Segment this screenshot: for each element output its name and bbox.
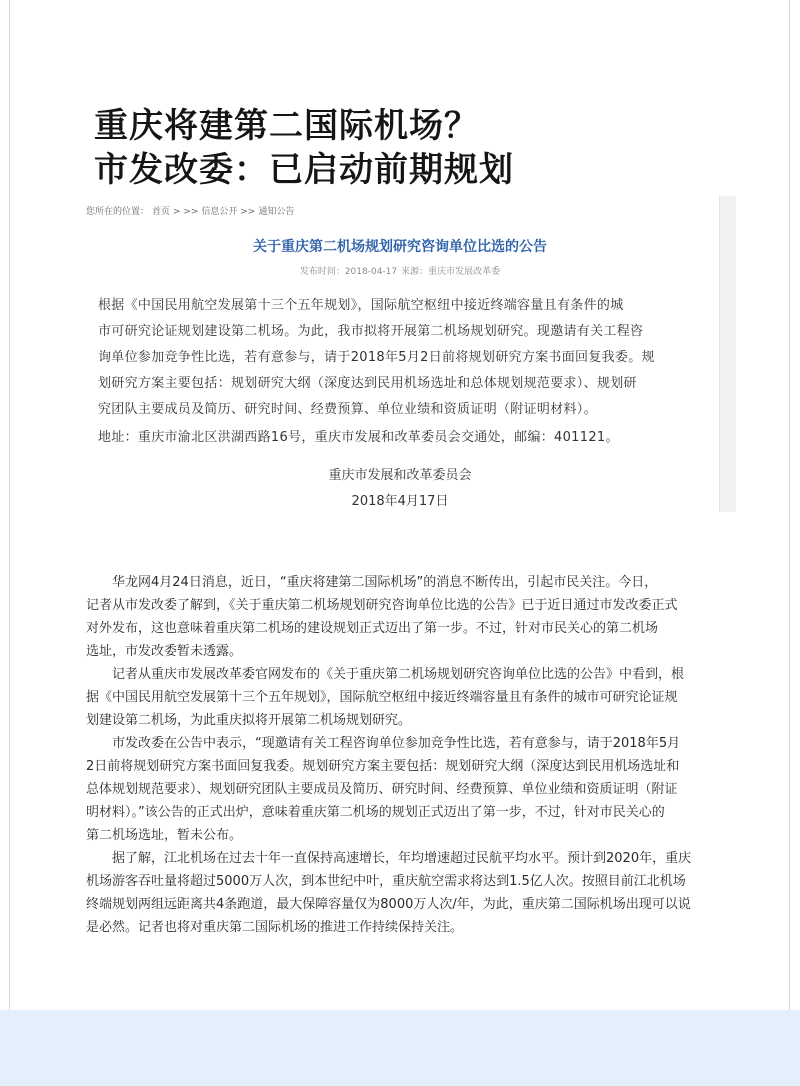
scrollbar[interactable] [719, 196, 736, 512]
breadcrumb-item-notices[interactable]: 通知公告 [258, 207, 295, 217]
article-line: 据《中国民用航空发展第十三个五年规划》，国际航空枢纽中接近终端容量且有条件的城市可研究论证规 [86, 690, 678, 705]
article-line: 记者从市发改委了解到，《关于重庆第二机场规划研究咨询单位比选的公告》已于近日通过市发改委正式 [86, 598, 678, 613]
article-line: 是必然。记者也将对重庆第二国际机场的推进工作持续保持关注。 [86, 920, 464, 935]
footer-band [0, 1010, 800, 1086]
signature-date: 2018年4月17日 [351, 494, 449, 509]
headline [94, 104, 514, 192]
article-line: 机场游客吞吐量将超过5000万人次，到本世纪中叶，重庆航空需求将达到1.5亿人次。按照目前江北机场 [86, 874, 686, 889]
notice-source: 来源：重庆市发展改革委 [401, 267, 501, 277]
notice-body-line: 究团队主要成员及简历、研究时间、经费预算、单位业绩和资质证明（附证明材料）。 [98, 402, 597, 417]
notice-meta [80, 264, 720, 277]
notice-address: 地址：重庆市渝北区洪湖西路16号，重庆市发展和改革委员会交通处，邮编：401121。 [98, 430, 619, 445]
article-line: 华龙网4月24日消息，近日，“重庆将建第二国际机场”的消息不断传出，引起市民关注。今日， [86, 575, 658, 590]
publish-time: 发布时间：2018-04-17 [299, 267, 398, 277]
headline-line-1: 重庆将建第二国际机场？ [94, 106, 479, 146]
notice-body-line: 询单位参加竞争性比选，若有意参与，请于2018年5月2日前将规划研究方案书面回复我委。规 [98, 350, 655, 365]
signature-org: 重庆市发展和改革委员会 [328, 468, 472, 483]
notice-body-line: 划研究方案主要包括：规划研究大纲（深度达到民用机场选址和总体规划规范要求）、规划研 [98, 376, 637, 391]
article-line: 第二机场选址，暂未公布。 [86, 828, 243, 843]
notice-title: 关于重庆第二机场规划研究咨询单位比选的公告 [253, 239, 547, 255]
notice-screenshot [80, 196, 736, 512]
breadcrumb-item-info[interactable]: 信息公开 >> [201, 207, 256, 217]
article-line: 终端规划两组远距离共4条跑道，最大保障容量仅为8000万人次/年，为此，重庆第二国际机场出现可以说 [86, 897, 691, 912]
article-line: 选址，市发改委暂未透露。 [86, 644, 243, 659]
article-line: 市发改委在公告中表示，“现邀请有关工程咨询单位参加竞争性比选，若有意参与，请于2018年5月 [86, 736, 681, 751]
article-line: 总体规划规范要求）、规划研究团队主要成员及简历、研究时间、经费预算、单位业绩和资质证明（附证 [86, 782, 678, 797]
article-line: 据了解，江北机场在过去十年一直保持高速增长，年均增速超过民航平均水平。预计到2020年，重庆 [86, 851, 692, 866]
breadcrumb-item-home[interactable]: 首页 > >> [152, 207, 199, 217]
notice-body-line: 根据《中国民用航空发展第十三个五年规划》，国际航空枢纽中接近终端容量且有条件的城 [98, 298, 624, 313]
article-line: 记者从重庆市发展改革委官网发布的《关于重庆第二机场规划研究咨询单位比选的公告》中看到，根 [86, 667, 685, 682]
breadcrumb [86, 204, 297, 217]
article-line: 明材料）。”该公告的正式出炉，意味着重庆第二机场的规划正式迈出了第一步，不过，针对市民关心的 [86, 805, 665, 820]
article-line: 对外发布，这也意味着重庆第二机场的建设规划正式迈出了第一步。不过，针对市民关心的第二机场 [86, 621, 659, 636]
notice-body-line: 市可研究论证规划建设第二机场。为此，我市拟将开展第二机场规划研究。现邀请有关工程咨 [98, 324, 644, 339]
article-line: 2日前将规划研究方案书面回复我委。规划研究方案主要包括：规划研究大纲（深度达到民用机场选址和 [86, 759, 680, 774]
article-line: 划建设第二机场，为此重庆拟将开展第二机场规划研究。 [86, 713, 412, 728]
breadcrumb-prefix: 您所在的位置： [86, 207, 150, 217]
headline-line-2: 市发改委：已启动前期规划 [94, 150, 514, 190]
